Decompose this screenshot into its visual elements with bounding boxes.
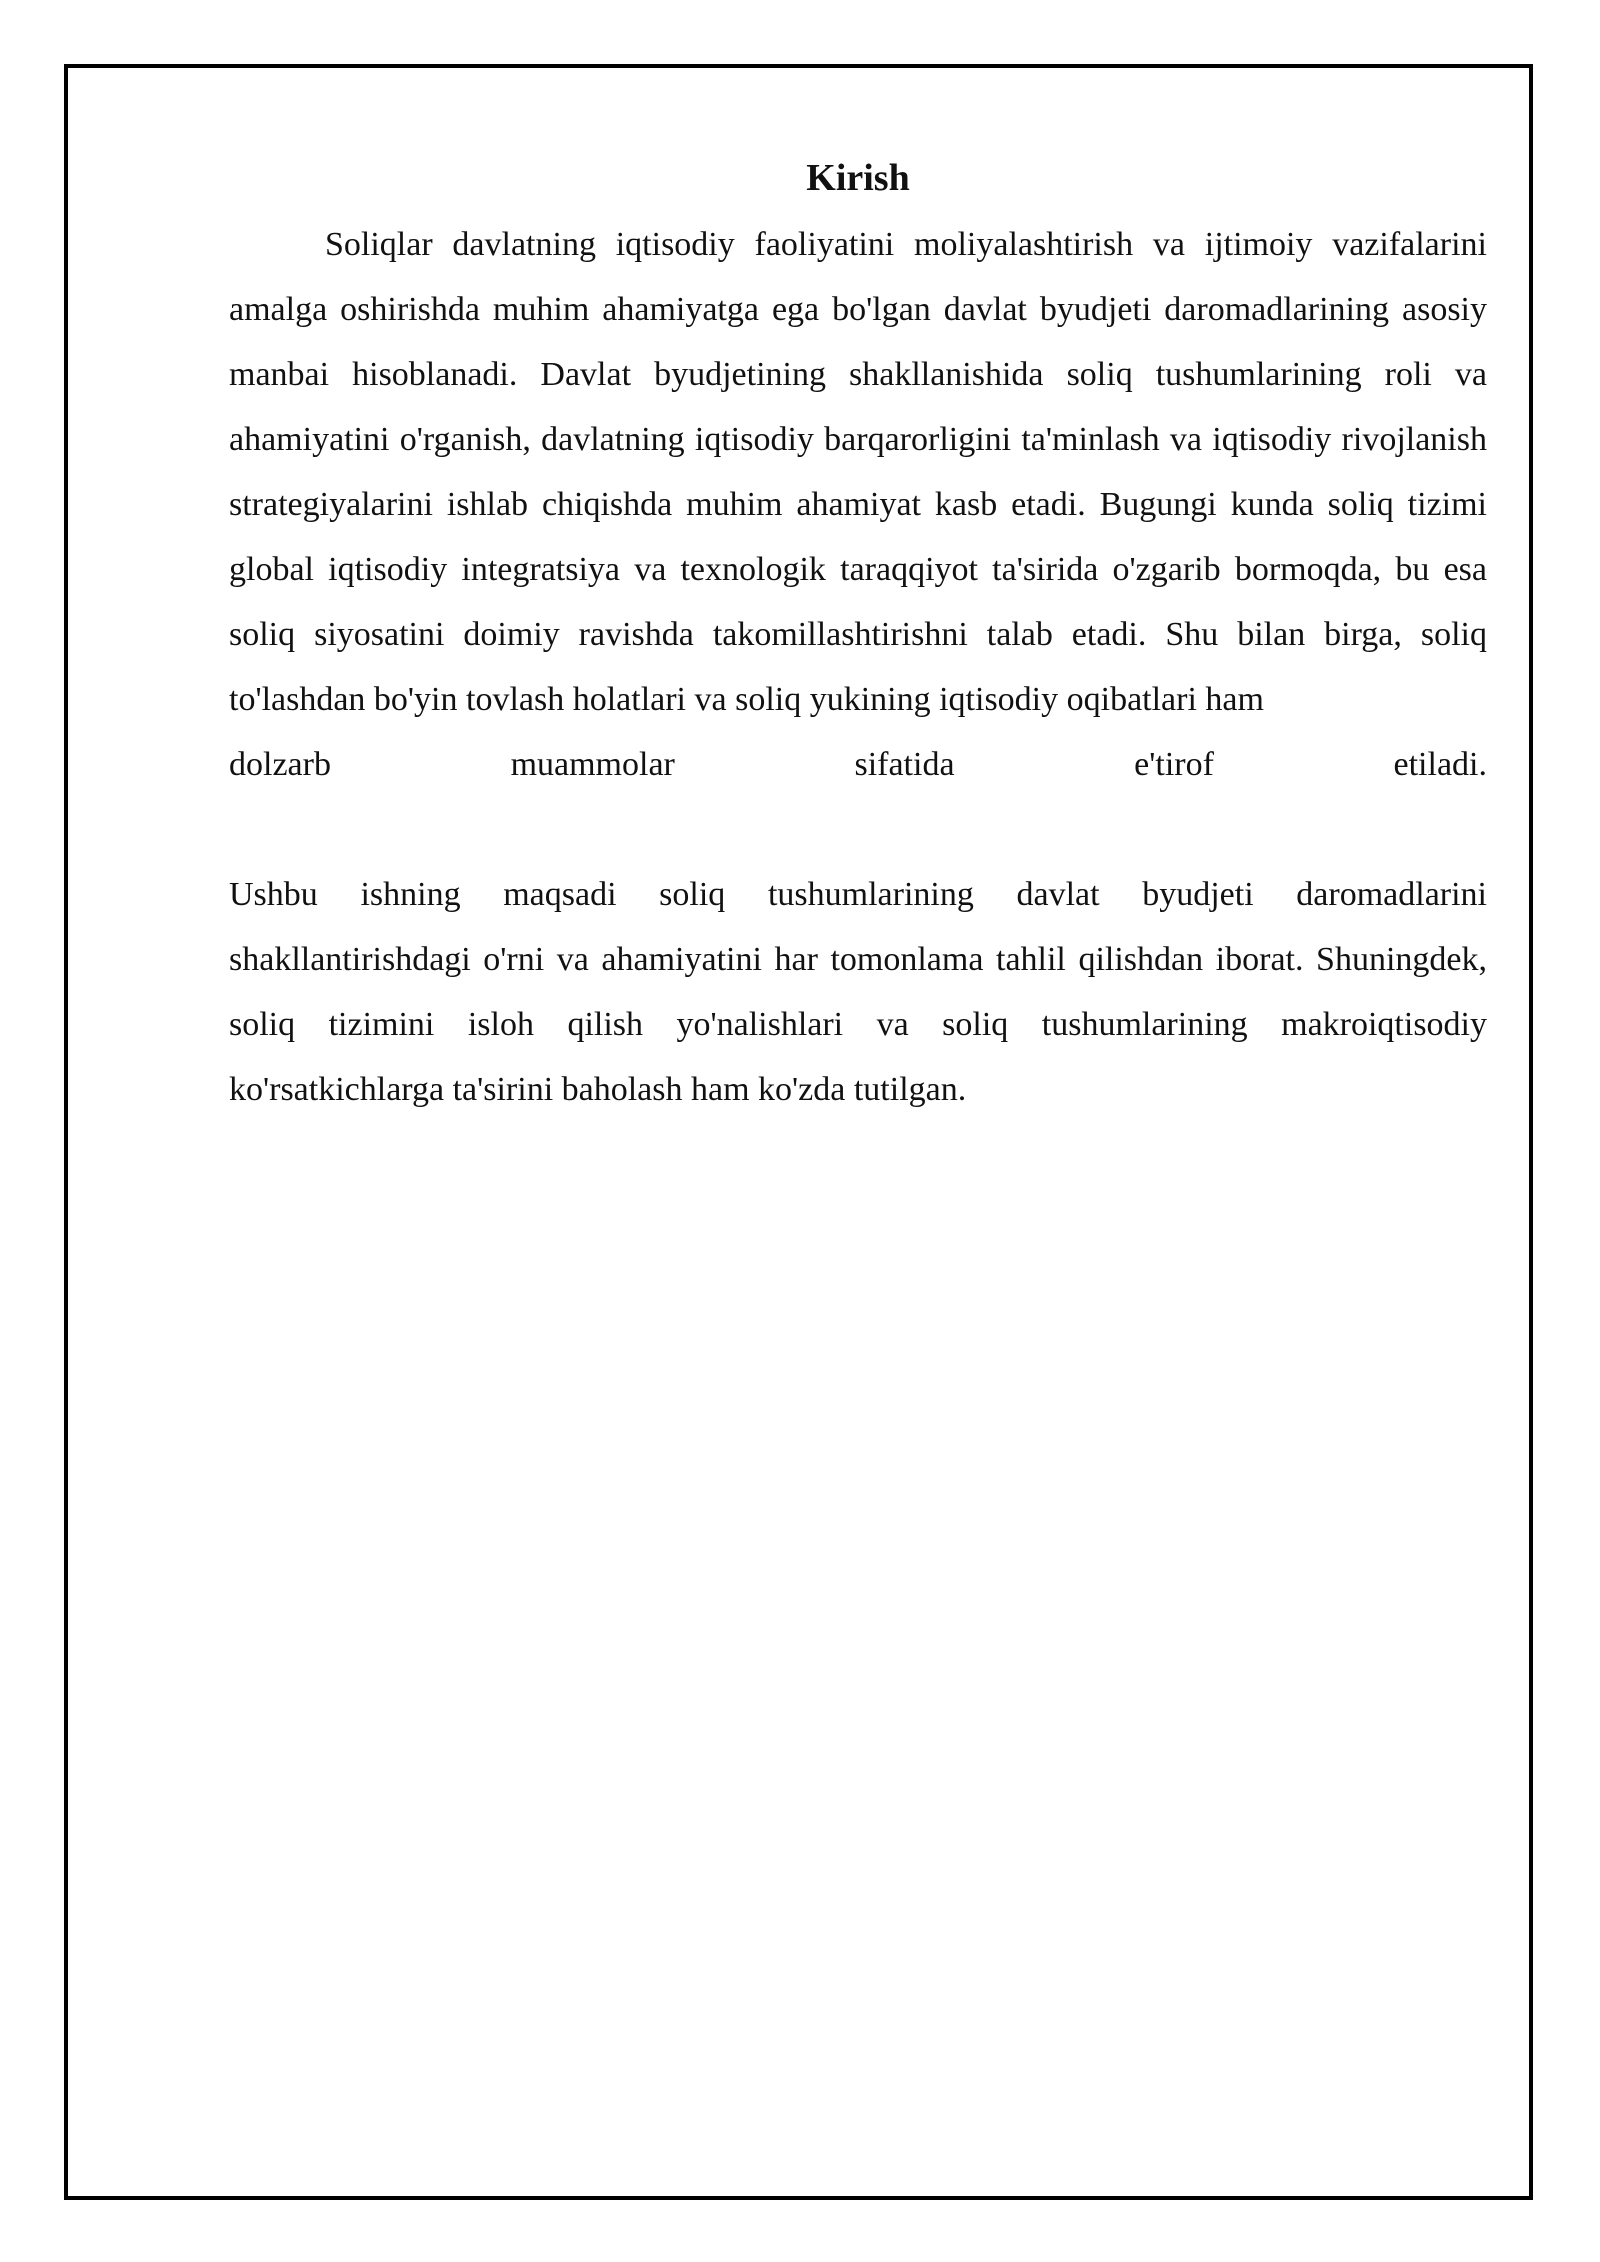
paragraph-gap xyxy=(229,797,1487,862)
paragraph-intro: Soliqlar davlatning iqtisodiy faoliyatini moliyalashtirish va ijtimoiy vazifalarini amalga oshirishda muhim ahamiyatga ega bo'lgan davlat byudjeti daromadlarining asosiy manbai hisoblanadi. Davlat byudjetining shakllanishida soliq tushumlarining roli va ahamiyatini o'rganish, davlatning iqtisodiy barqarorligini ta'minlash va iqtisodiy rivojlanish strategiyalarini ishlab chiqishda muhim ahamiyat kasb etadi. Bugungi kunda soliq tizimi global iqtisodiy integratsiya va texnologik taraqqiyot ta'sirida o'zgarib bormoqda, bu esa soliq siyosatini doimiy ravishda takomillashtirishni talab etadi. Shu bilan birga, soliq to'lashdan bo'yin tovlash holatlari va soliq yukining iqtisodiy oqibatlari ham xyxy=(229,226,1487,718)
paragraph-purpose: Ushbu ishning maqsadi soliq tushumlarining davlat byudjeti daromadlarini shakllantirishdagi o'rni va ahamiyatini har tomonlama tahlil qilishdan iborat. Shuningdek, soliq tizimini isloh qilish yo'nalishlari va soliq tushumlarining makroiqtisodiy ko'rsatkichlarga ta'sirini baholash ham ko'zda tutilgan. xyxy=(229,876,1487,1108)
paragraph-intro-last-line xyxy=(229,732,1487,797)
page-title: Kirish xyxy=(806,157,910,199)
document-body xyxy=(229,148,1487,1122)
paragraph-intro-last-line-text: dolzarb muammolar sifatida e'tirof etiladi. xyxy=(229,746,1487,783)
